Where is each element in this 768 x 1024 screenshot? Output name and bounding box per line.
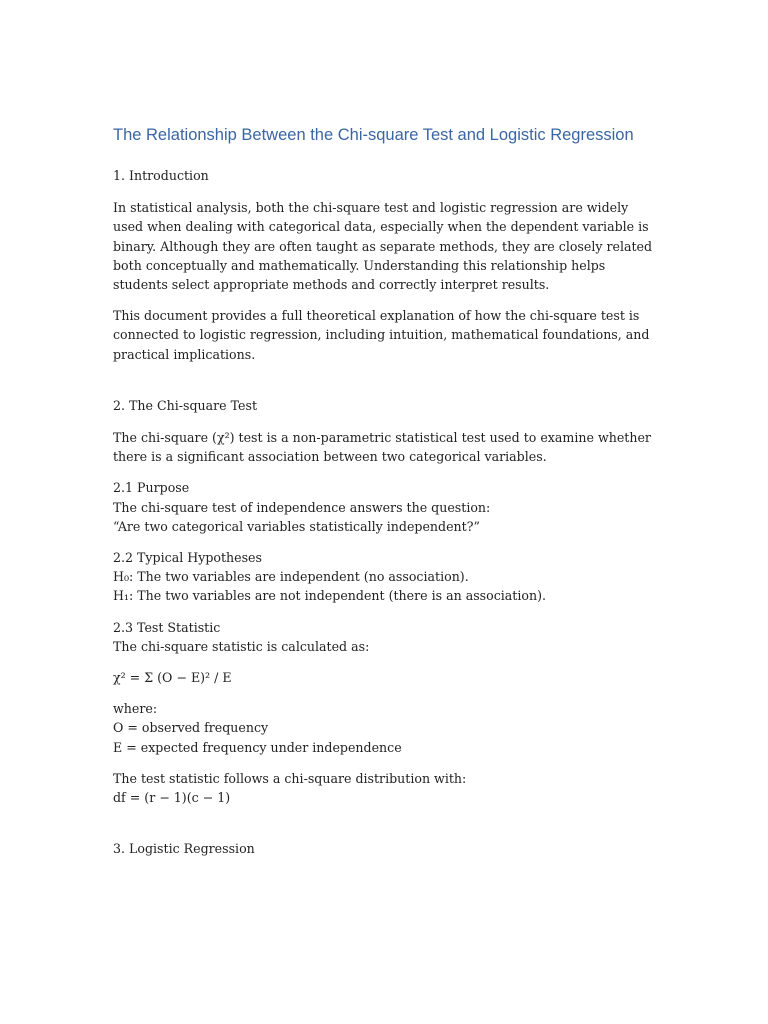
purpose-question: “Are two categorical variables statistically independent?” bbox=[113, 518, 480, 534]
section-spacer bbox=[113, 819, 661, 839]
subsection-heading-purpose: 2.1 Purpose bbox=[113, 480, 190, 496]
definitions-block bbox=[113, 699, 661, 757]
degrees-of-freedom-formula: df = (r − 1)(c − 1) bbox=[113, 790, 231, 806]
chi-square-intro-paragraph: The chi-square (χ²) test is a non-parametric statistical test used to examine whether there is a significant association between two categorical variables. bbox=[113, 430, 651, 465]
document-page bbox=[113, 124, 661, 871]
section-spacer bbox=[113, 376, 661, 396]
document-title: The Relationship Between the Chi-square Test and Logistic Regression bbox=[113, 126, 634, 144]
introduction-paragraph-2: This document provides a full theoretical explanation of how the chi-square test is connected to logistic regression, including intuition, mathematical foundations, and practical implications. bbox=[113, 308, 650, 362]
distribution-line: The test statistic follows a chi-square distribution with: bbox=[113, 770, 467, 786]
observed-definition: O = observed frequency bbox=[113, 720, 269, 736]
chi-square-formula: χ² = Σ (O − E)² / E bbox=[113, 670, 232, 686]
section-heading-introduction: 1. Introduction bbox=[113, 168, 209, 183]
where-label: where: bbox=[113, 701, 158, 717]
subsection-heading-test-statistic: 2.3 Test Statistic bbox=[113, 619, 221, 635]
section-heading-chi-square: 2. The Chi-square Test bbox=[113, 397, 258, 413]
alternative-hypothesis: H₁: The two variables are not independent (there is an association). bbox=[113, 588, 547, 604]
subsection-heading-hypotheses: 2.2 Typical Hypotheses bbox=[113, 550, 262, 566]
section-heading-logistic-regression: 3. Logistic Regression bbox=[113, 841, 255, 857]
purpose-line-1: The chi-square test of independence answers the question: bbox=[113, 499, 491, 515]
hypotheses-block bbox=[113, 548, 661, 606]
introduction-paragraph-1: In statistical analysis, both the chi-square test and logistic regression are widely used when dealing with categorical data, especially when the dependent variable is binary. Although they are often taught as separate methods, they are closely related both conceptually and mathematically. Understanding this relationship helps students select appropriate methods and correctly interpret results. bbox=[113, 200, 653, 293]
statistic-block bbox=[113, 618, 661, 656]
purpose-block bbox=[113, 478, 661, 536]
null-hypothesis: H₀: The two variables are independent (no association). bbox=[113, 569, 469, 585]
statistic-intro-line: The chi-square statistic is calculated as: bbox=[113, 638, 370, 654]
expected-definition: E = expected frequency under independence bbox=[113, 739, 402, 755]
distribution-block bbox=[113, 769, 661, 807]
